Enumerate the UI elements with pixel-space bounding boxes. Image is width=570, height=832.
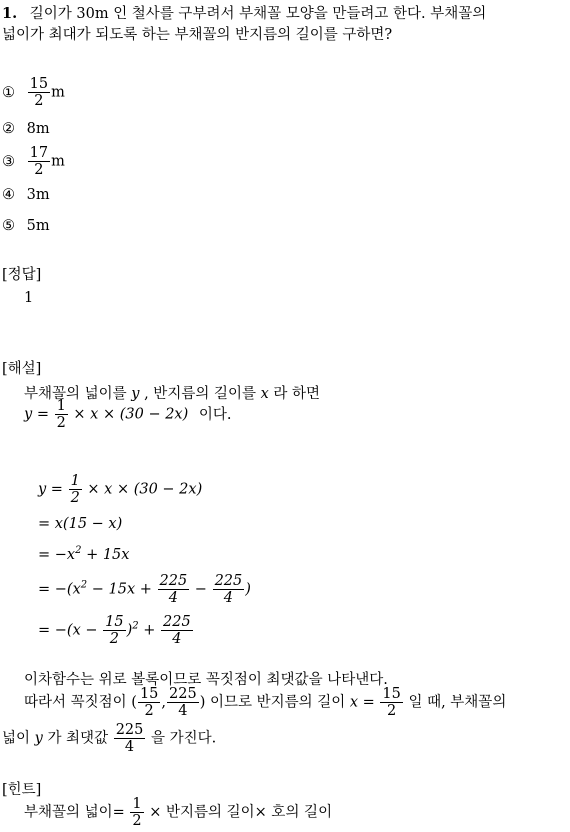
option-unit: m	[51, 84, 65, 101]
conclusion-line-1: 이차함수는 위로 볼록이므로 꼭짓점이 최댓값을 나타낸다.	[24, 672, 388, 688]
option-mark: ①	[2, 84, 15, 101]
option-fraction: $\frac{17}{2}$	[29, 145, 49, 178]
derivation-step-4: = $-(x^2 - 15x$ + $\frac{225}{4}$ − $\frac{225}{4}$ )	[38, 573, 251, 606]
option-mark: ②	[2, 121, 15, 137]
answer-label: [정답]	[2, 267, 42, 283]
solution-label: [해설]	[2, 361, 42, 377]
option-text: 3m	[26, 187, 50, 203]
derivation-step-2: = x(15 − x)	[38, 516, 123, 532]
option-mark: ④	[2, 187, 15, 203]
hint-text: 부채꼴의 넓이= $\frac{1}{2}$ × 반지름의 길이× 호의 길이	[24, 796, 333, 829]
conclusion-line-2: 따라서 꼭짓점이 ( $\frac{15}{2}$ , $\frac{225}{4}$ ) 이므로 반지름의 길이 x = $\frac{15}{2}$ 일 때, 부채꼴의	[24, 686, 507, 719]
option-5[interactable]	[2, 218, 50, 234]
question-number: 1.	[2, 5, 18, 22]
hint-label: [힌트]	[2, 782, 42, 798]
answer-value: 1	[24, 290, 34, 306]
option-1[interactable]	[2, 76, 65, 109]
option-3[interactable]	[2, 145, 65, 178]
fraction-half: $\frac{1}{2}$	[56, 398, 66, 431]
solution-equation: y = $\frac{1}{2}$ × x × (30 − 2x) 이다.	[24, 398, 232, 431]
option-2[interactable]	[2, 121, 50, 137]
derivation-step-5: = −(x − $\frac{15}{2}$ )$^2$ + $\frac{225}{4}$	[38, 614, 191, 647]
question-text	[2, 4, 486, 24]
option-unit: m	[51, 153, 65, 170]
question-line-1: 길이가 30m 인 철사를 구부려서 부채꼴 모양을 만들려고 한다. 부채꼴의	[29, 6, 487, 22]
option-text: 8m	[26, 121, 50, 137]
option-4[interactable]	[2, 187, 50, 203]
solution-intro-line: 부채꼴의 넓이를 y , 반지름의 길이를 x 라 하면	[24, 386, 321, 402]
conclusion-line-3: 넓이 y 가 최댓값 $\frac{225}{4}$ 을 가진다.	[2, 722, 217, 755]
option-text: 5m	[26, 218, 50, 234]
derivation-step-3: = $-x^2 + 15x$	[38, 545, 130, 563]
option-mark: ③	[2, 153, 15, 170]
option-fraction: $\frac{15}{2}$	[29, 76, 49, 109]
question-line-2: 넓이가 최대가 되도록 하는 부채꼴의 반지름의 길이를 구하면?	[2, 27, 393, 43]
derivation-step-1: y = $\frac{1}{2}$ × x × (30 − 2x)	[38, 473, 203, 506]
option-mark: ⑤	[2, 218, 15, 234]
